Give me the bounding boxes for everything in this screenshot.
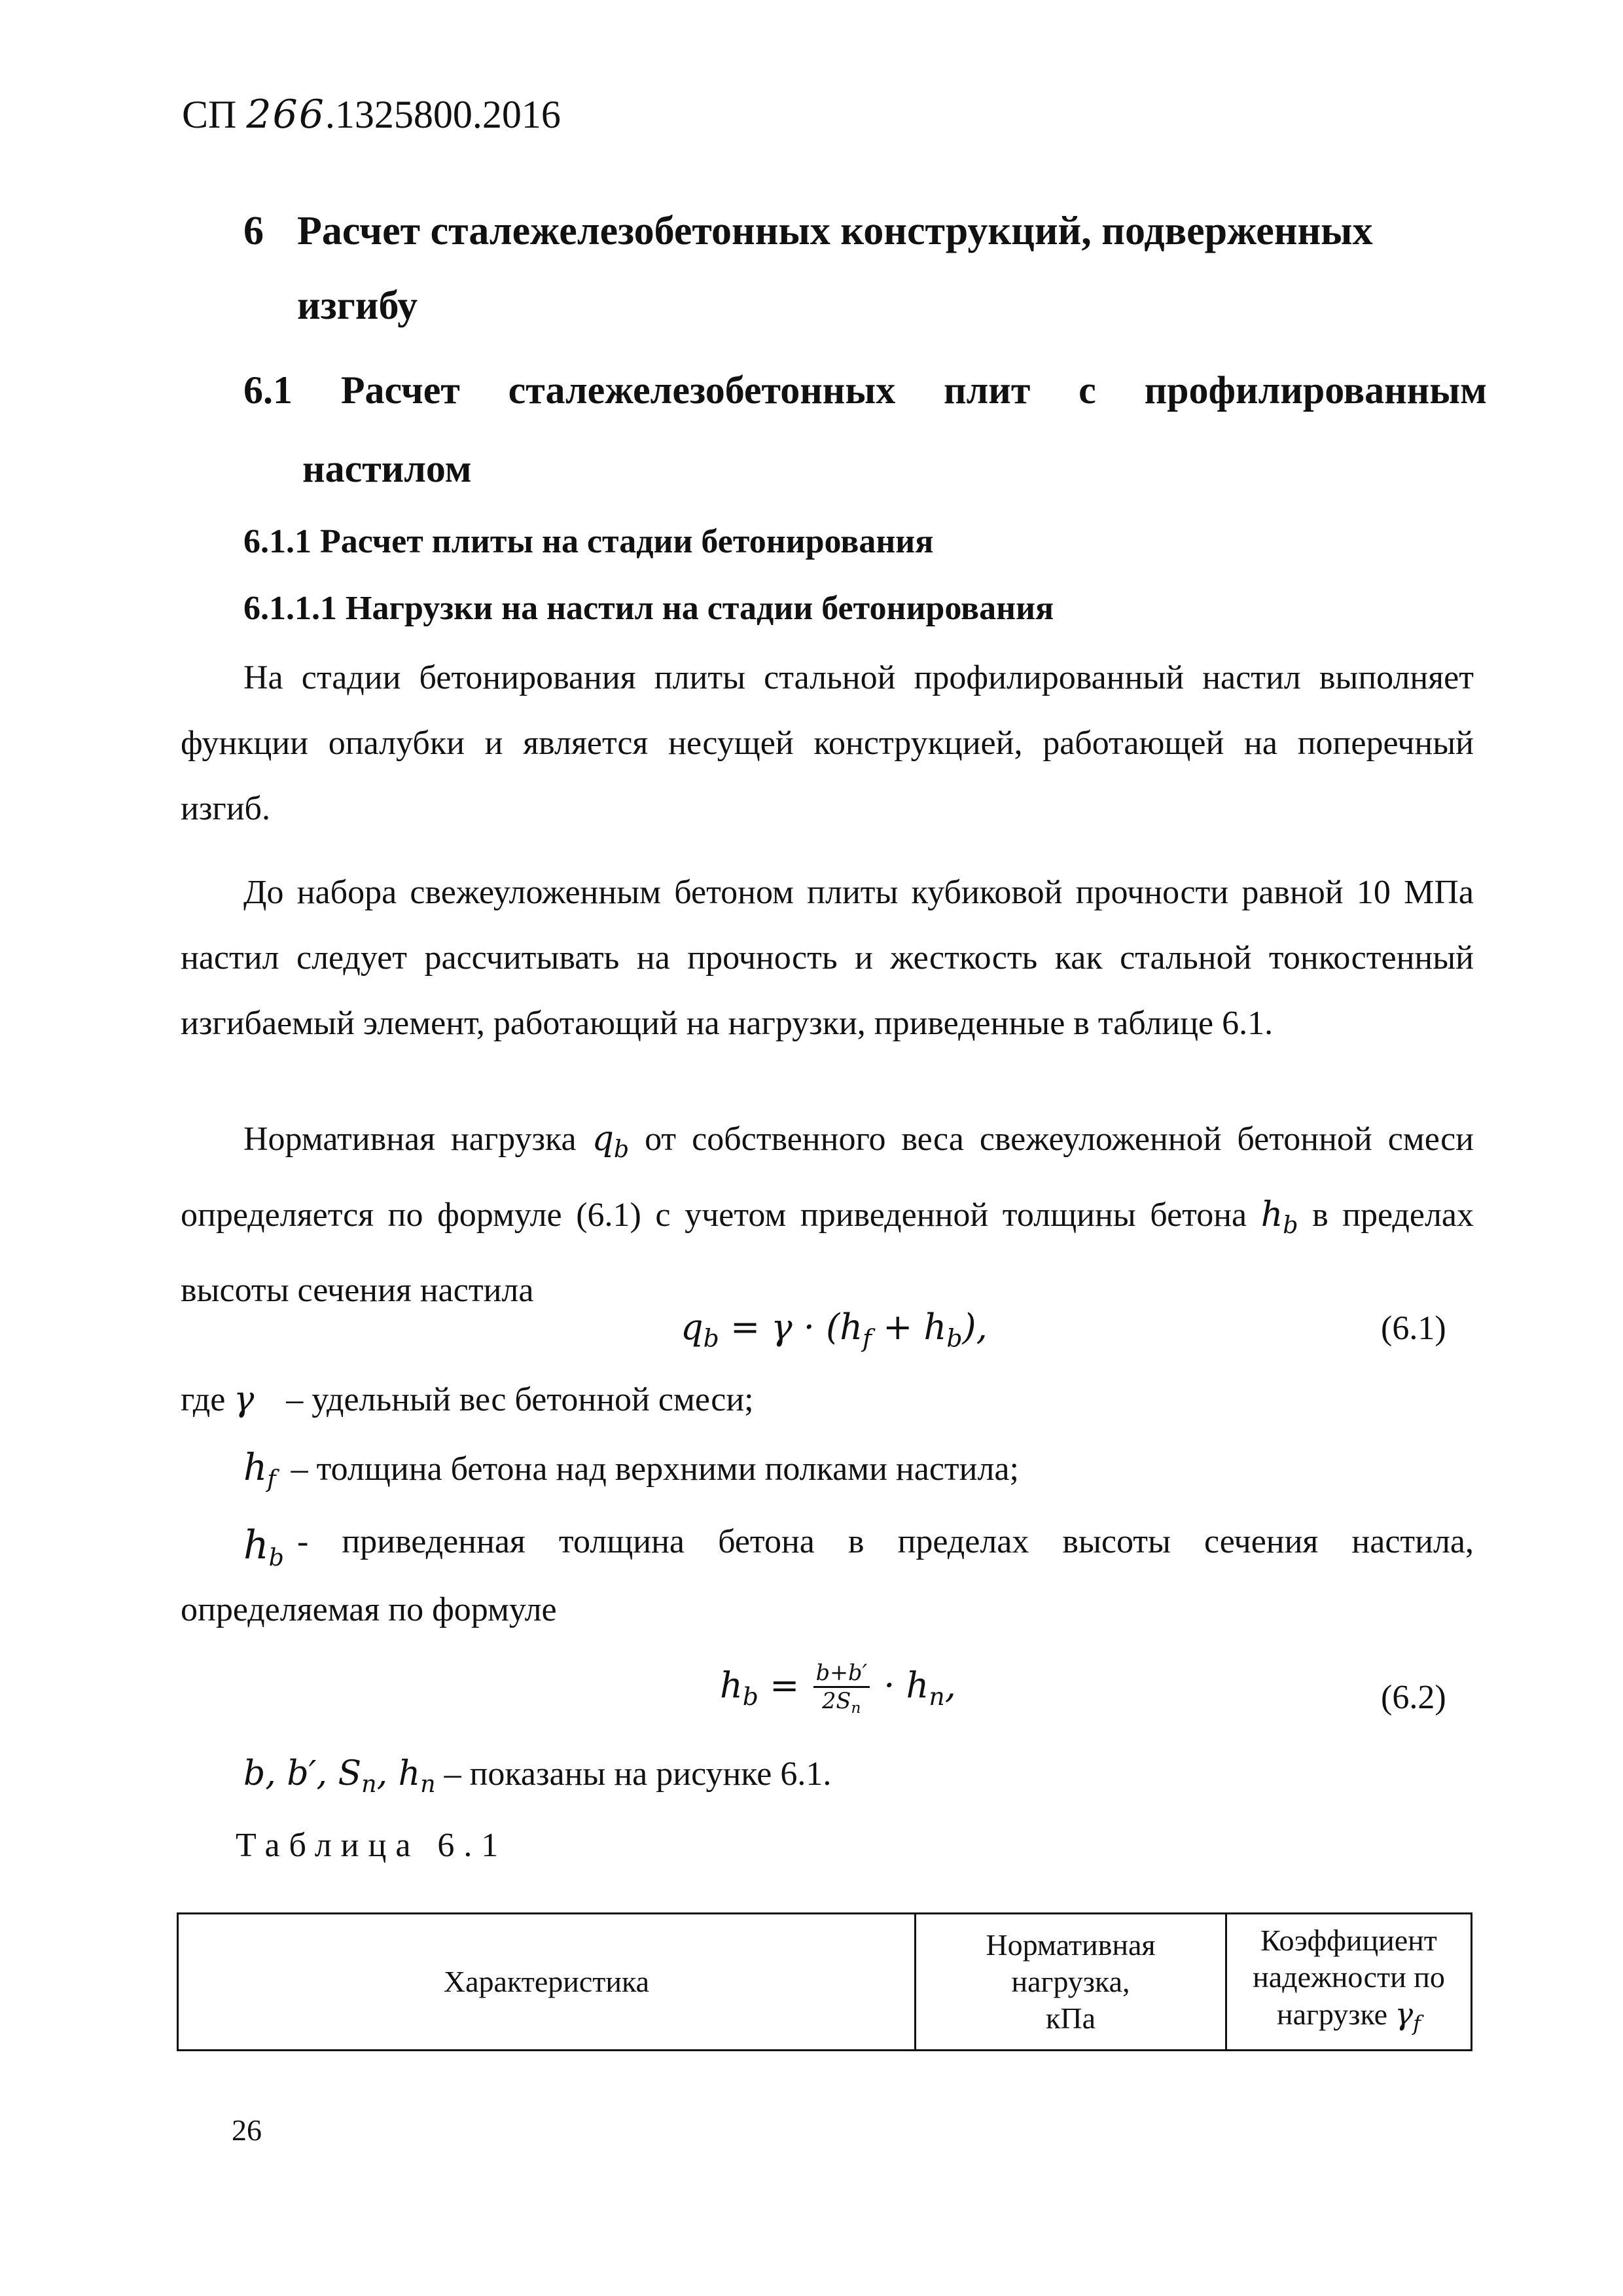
- var-q: q: [592, 1119, 614, 1158]
- var-h: h: [1260, 1194, 1283, 1234]
- page-number: 26: [232, 2113, 262, 2147]
- header-normative-load: Нормативная нагрузка, кПа: [916, 1914, 1226, 2051]
- section-6-1-number: 6.1: [243, 368, 293, 412]
- section-6-heading: [243, 194, 1487, 343]
- section-6-1-title-line2: настилом: [302, 447, 472, 490]
- section-6-1-heading: [243, 368, 1487, 413]
- doc-code-number: .1325800.2016: [325, 93, 561, 136]
- section-6-1-word-5: профилированным: [1144, 368, 1487, 412]
- paragraph-2: До набора свежеуложенным бетоном плиты кубиковой прочности равной 10 МПа настил следует рассчитывать на прочность и жесткость как стальной тонкостенный изгибаемый элемент, работающий на нагрузки, приведенные в таблице 6.1.: [181, 874, 1474, 1042]
- section-6-title-line1: Расчет сталежелезобетонных конструкций, подверженных: [297, 209, 1373, 253]
- header-characteristic: Характеристика: [178, 1914, 916, 2051]
- paragraph-1: На стадии бетонирования плиты стальной профилированный настил выполняет функции опалубки и является несущей конструкцией, работающей на поперечный изгиб.: [181, 659, 1474, 827]
- section-6-number: 6: [243, 209, 264, 253]
- loads-table: [177, 1912, 1472, 2051]
- doc-code-handwritten-number: 266: [246, 92, 325, 137]
- definition-gamma: где γ – удельный вес бетонной смеси;: [181, 1380, 754, 1419]
- document-code: [182, 92, 561, 137]
- header-reliability-coefficient: Коэффициент надежности по нагрузке $\gamma_f$: [1226, 1914, 1472, 2051]
- section-6-1-word-2: сталежелезобетонных: [508, 368, 896, 412]
- table-header-row: [178, 1914, 1472, 2051]
- formula-6-2-fraction: $\frac{b+b'}{2S_n}$: [813, 1660, 870, 1717]
- definition-hf: $h_f$ – толщина бетона над верхними полками настила;: [243, 1446, 1019, 1493]
- formula-6-1-number: (6.1): [1381, 1310, 1446, 1347]
- doc-code-prefix: СП: [182, 93, 237, 136]
- formula-6-2-number: (6.2): [1381, 1679, 1446, 1716]
- paragraph-3: Нормативная нагрузка $q_b$ от собственного веса свежеуложенной бетонной смеси определяется по формуле (6.1) с учетом приведенной толщины бетона $h_b$ в пределах высоты сечения настила: [181, 1119, 1474, 1309]
- formula-6-2: $h_b$ = $\frac{b+b'}{2S_n}$ · $h_n$,: [720, 1660, 956, 1717]
- formula-6-1: $q_b = \gamma \cdot (h_f + h_b)$,: [681, 1306, 988, 1353]
- table-caption: Таблица 6.1: [236, 1827, 508, 1864]
- figure-note: b, b′, $S_n$, $h_n$ – показаны на рисунке 6.1.: [243, 1754, 832, 1798]
- section-6-1-word-4: с: [1079, 368, 1096, 412]
- section-6-1-word-3: плит: [944, 368, 1031, 412]
- definition-hb-line2: определяемая по формуле: [181, 1591, 557, 1628]
- section-6-title-line2: изгибу: [297, 283, 418, 328]
- section-6-1-1-heading: 6.1.1 Расчет плиты на стадии бетонирования: [243, 523, 934, 560]
- section-6-1-1-1-heading: 6.1.1.1 Нагрузки на настил на стадии бетонирования: [243, 590, 1054, 627]
- definition-hb: $h_b$ - приведенная толщина бетона в пределах высоты сечения настила,: [243, 1522, 1474, 1571]
- section-6-1-word-1: Расчет: [340, 368, 460, 412]
